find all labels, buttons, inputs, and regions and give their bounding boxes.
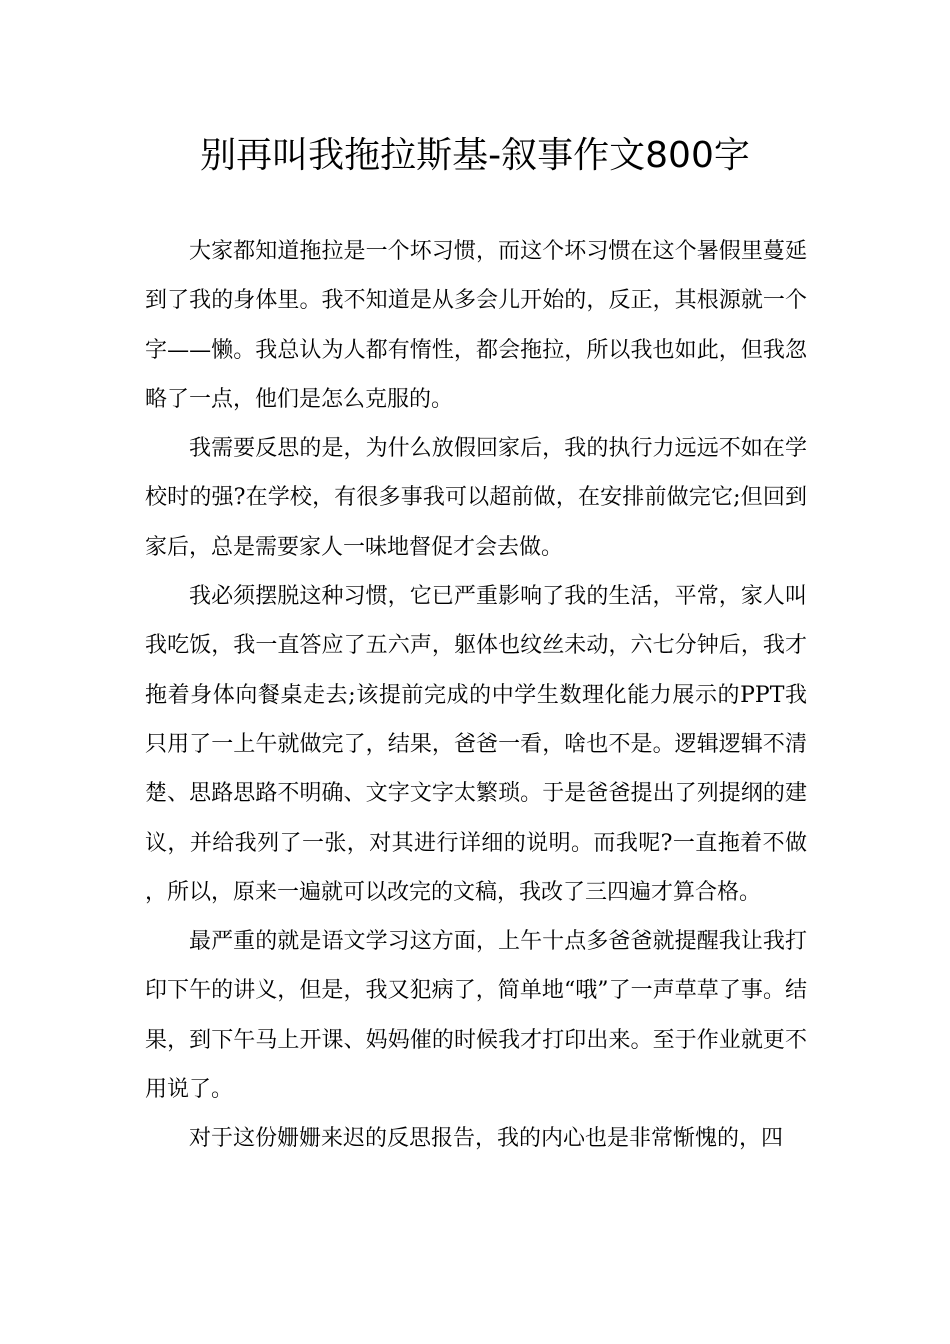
paragraph-5: 对于这份姗姗来迟的反思报告，我的内心也是非常惭愧的，四 <box>189 1126 784 1152</box>
paragraph-4: 最严重的就是语文学习这方面，上午十点多爸爸就提醒我让我打印下午的讲义，但是，我又犯病了，简单地“哦”了一声草草了事。结果，到下午马上开课、妈妈催的时候我才打印出来。至于作业就更不用说了。 <box>145 929 807 1103</box>
paragraph-2: 我需要反思的是，为什么放假回家后，我的执行力远远不如在学校时的强?在学校，有很多事我可以超前做，在安排前做完它;但回到家后，总是需要家人一味地督促才会去做。 <box>145 436 807 560</box>
document-title: 别再叫我拖拉斯基-叙事作文800字 <box>200 135 750 176</box>
paragraph-3: 我必须摆脱这种习惯，它已严重影响了我的生活，平常，家人叫我吃饭，我一直答应了五六声，躯体也纹丝未动，六七分钟后，我才拖着身体向餐桌走去;该提前完成的中学生数理化能力展示的PPT我只用了一上午就做完了，结果，爸爸一看，啥也不是。逻辑逻辑不清楚、思路思路不明确、文字文字太繁琐。于是爸爸提出了列提纲的建议，并给我列了一张，对其进行详细的说明。而我呢?一直拖着不做，所以，原来一遍就可以改完的文稿，我改了三四遍才算合格。 <box>145 584 807 905</box>
document-body <box>145 227 807 1164</box>
paragraph-1: 大家都知道拖拉是一个坏习惯，而这个坏习惯在这个暑假里蔓延到了我的身体里。我不知道是从多会儿开始的，反正，其根源就一个字——懒。我总认为人都有惰性，都会拖拉，所以我也如此，但我忽略了一点，他们是怎么克服的。 <box>145 239 807 412</box>
